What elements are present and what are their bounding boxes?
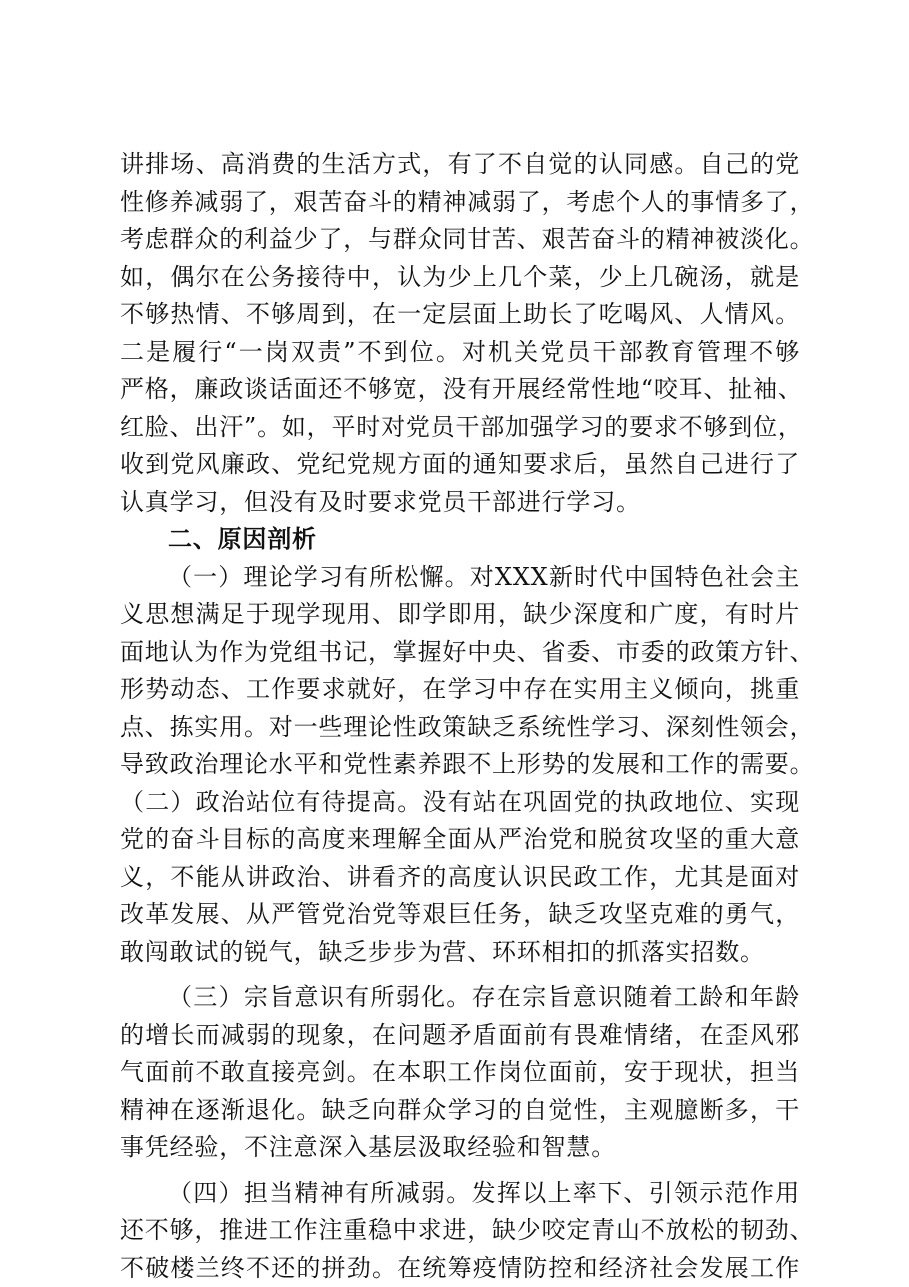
text-line: （三）宗旨意识有所弱化。存在宗旨意识随着工龄和年龄 — [120, 979, 800, 1017]
text-line: 面地认为作为党组书记，掌握好中央、省委、市委的政策方针、 — [120, 634, 800, 672]
text-line: 收到党风廉政、党纪党规方面的通知要求后，虽然自己进行了 — [120, 446, 800, 484]
text-line: 严格，廉政谈话面还不够宽，没有开展经常性地“咬耳、扯袖、 — [120, 371, 800, 409]
text-line: 精神在逐渐退化。缺乏向群众学习的自觉性，主观臆断多，干 — [120, 1092, 800, 1130]
text-line: 导致政治理论水平和党性素养跟不上形势的发展和工作的需要。 — [120, 746, 800, 784]
text-line: 气面前不敢直接亮剑。在本职工作岗位面前，安于现状，担当 — [120, 1054, 800, 1092]
text-line: 不破楼兰终不还的拼劲。在统筹疫情防控和经济社会发展工作 — [120, 1250, 800, 1287]
text-line: 认真学习，但没有及时要求党员干部进行学习。 — [120, 484, 800, 522]
text-line: 的增长而减弱的现象，在问题矛盾面前有畏难情绪，在歪风邪 — [120, 1017, 800, 1055]
text-line: 党的奋斗目标的高度来理解全面从严治党和脱贫攻坚的重大意 — [120, 821, 800, 859]
text-line: 如，偶尔在公务接待中，认为少上几个菜，少上几碗汤，就是 — [120, 259, 800, 297]
text-line: 考虑群众的利益少了，与群众同甘苦、艰苦奋斗的精神被淡化。 — [120, 221, 800, 259]
text-line: 义，不能从讲政治、讲看齐的高度认识民政工作，尤其是面对 — [120, 859, 800, 897]
text-line: 义思想满足于现学现用、即学即用，缺少深度和广度，有时片 — [120, 596, 800, 634]
text-line: 二是履行“一岗双责”不到位。对机关党员干部教育管理不够 — [120, 334, 800, 372]
text-line: 事凭经验，不注意深入基层汲取经验和智慧。 — [120, 1129, 800, 1167]
text-line: 还不够，推进工作注重稳中求进，缺少咬定青山不放松的韧劲、 — [120, 1212, 800, 1250]
document-body — [120, 146, 800, 1287]
text-line: 性修养减弱了，艰苦奋斗的精神减弱了，考虑个人的事情多了， — [120, 184, 800, 222]
section-heading: 二、原因剖析 — [120, 521, 800, 559]
text-line: 讲排场、高消费的生活方式，有了不自觉的认同感。自己的党 — [120, 146, 800, 184]
text-line: 改革发展、从严管党治党等艰巨任务，缺乏攻坚克难的勇气， — [120, 896, 800, 934]
text-line: 形势动态、工作要求就好，在学习中存在实用主义倾向，挑重 — [120, 671, 800, 709]
text-line: （二）政治站位有待提高。没有站在巩固党的执政地位、实现 — [120, 784, 800, 822]
text-line: 不够热情、不够周到，在一定层面上助长了吃喝风、人情风。 — [120, 296, 800, 334]
text-line: 点、拣实用。对一些理论性政策缺乏系统性学习、深刻性领会， — [120, 709, 800, 747]
text-line: 敢闯敢试的锐气，缺乏步步为营、环环相扣的抓落实招数。 — [120, 934, 800, 972]
text-line: 红脸、出汗”。如，平时对党员干部加强学习的要求不够到位， — [120, 409, 800, 447]
text-line: （四）担当精神有所减弱。发挥以上率下、引领示范作用 — [120, 1175, 800, 1213]
text-line: （一）理论学习有所松懈。对XXX新时代中国特色社会主 — [120, 559, 800, 597]
